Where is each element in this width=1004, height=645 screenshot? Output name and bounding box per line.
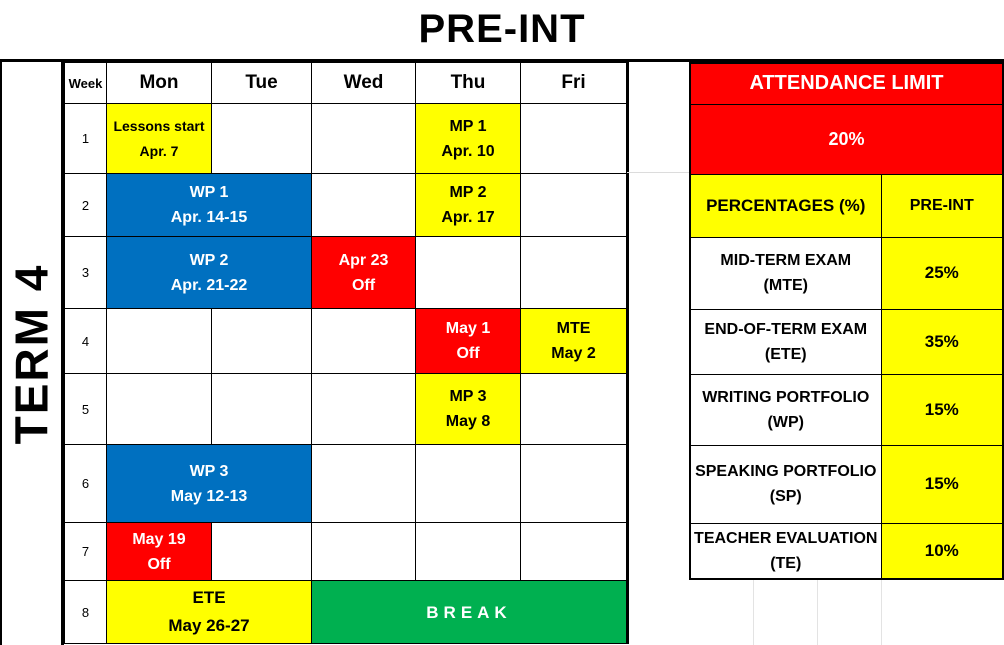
component-te[interactable]: TEACHER EVALUATION (TE) <box>690 523 881 579</box>
weight-mte[interactable]: 25% <box>881 237 1003 309</box>
event-wp1[interactable]: WP 1 Apr. 14-15 <box>107 174 312 237</box>
weight-sp[interactable]: 15% <box>881 445 1003 523</box>
term-label: TERM 4 <box>5 263 58 444</box>
empty-cell[interactable] <box>312 374 416 445</box>
level-header[interactable]: PRE-INT <box>881 174 1003 237</box>
empty-cell[interactable] <box>521 445 628 523</box>
term-label-cell[interactable] <box>0 62 64 645</box>
week-number[interactable]: 3 <box>65 237 107 309</box>
event-mp3[interactable]: MP 3 May 8 <box>416 374 521 445</box>
event-mp1[interactable]: MP 1 Apr. 10 <box>416 104 521 174</box>
day-header-thu[interactable]: Thu <box>416 63 521 104</box>
day-header-mon[interactable]: Mon <box>107 63 212 104</box>
calendar-header-row <box>65 63 628 104</box>
event-ete[interactable]: ETE May 26-27 <box>107 581 312 644</box>
empty-cell[interactable] <box>416 445 521 523</box>
empty-cell[interactable] <box>312 174 416 237</box>
empty-cell[interactable] <box>212 523 312 581</box>
week-number[interactable]: 2 <box>65 174 107 237</box>
week-number[interactable]: 4 <box>65 309 107 374</box>
attendance-limit-label[interactable]: ATTENDANCE LIMIT <box>690 63 1003 104</box>
event-break[interactable]: BREAK <box>312 581 628 644</box>
week-number[interactable]: 7 <box>65 523 107 581</box>
event-mte[interactable]: MTE May 2 <box>521 309 628 374</box>
week-row <box>65 237 628 309</box>
empty-cell[interactable] <box>312 104 416 174</box>
empty-cell[interactable] <box>521 523 628 581</box>
empty-cell[interactable] <box>521 174 628 237</box>
day-header-wed[interactable]: Wed <box>312 63 416 104</box>
empty-cell[interactable] <box>521 237 628 309</box>
empty-cell[interactable] <box>212 309 312 374</box>
week-row <box>65 104 628 174</box>
week-row <box>65 445 628 523</box>
component-sp[interactable]: SPEAKING PORTFOLIO (SP) <box>690 445 881 523</box>
weight-ete[interactable]: 35% <box>881 309 1003 374</box>
component-wp[interactable]: WRITING PORTFOLIO (WP) <box>690 374 881 445</box>
event-lessons-start[interactable]: Lessons start Apr. 7 <box>107 104 212 174</box>
event-may1-off[interactable]: May 1 Off <box>416 309 521 374</box>
week-row <box>65 523 628 581</box>
grading-table <box>689 62 1004 580</box>
day-header-fri[interactable]: Fri <box>521 63 628 104</box>
empty-cell[interactable] <box>312 523 416 581</box>
event-apr23-off[interactable]: Apr 23 Off <box>312 237 416 309</box>
attendance-limit-value[interactable]: 20% <box>690 104 1003 174</box>
page-title[interactable]: PRE-INT <box>0 0 1004 62</box>
empty-cell[interactable] <box>521 104 628 174</box>
empty-cell[interactable] <box>312 445 416 523</box>
empty-cell[interactable] <box>521 374 628 445</box>
percentages-header[interactable]: PERCENTAGES (%) <box>690 174 881 237</box>
spacer-column <box>627 62 689 645</box>
week-row <box>65 374 628 445</box>
empty-cell[interactable] <box>107 374 212 445</box>
empty-cell[interactable] <box>416 237 521 309</box>
week-number[interactable]: 5 <box>65 374 107 445</box>
week-number[interactable]: 6 <box>65 445 107 523</box>
weight-te[interactable]: 10% <box>881 523 1003 579</box>
empty-cell[interactable] <box>212 104 312 174</box>
week-row <box>65 174 628 237</box>
week-header[interactable]: Week <box>65 63 107 104</box>
week-number[interactable]: 8 <box>65 581 107 644</box>
component-ete[interactable]: END-OF-TERM EXAM (ETE) <box>690 309 881 374</box>
event-wp2[interactable]: WP 2 Apr. 21-22 <box>107 237 312 309</box>
day-header-tue[interactable]: Tue <box>212 63 312 104</box>
empty-cell[interactable] <box>416 523 521 581</box>
empty-cell[interactable] <box>312 309 416 374</box>
event-wp3[interactable]: WP 3 May 12-13 <box>107 445 312 523</box>
empty-cell[interactable] <box>107 309 212 374</box>
event-mp2[interactable]: MP 2 Apr. 17 <box>416 174 521 237</box>
event-may19-off[interactable]: May 19 Off <box>107 523 212 581</box>
calendar-table <box>64 62 629 644</box>
week-row <box>65 309 628 374</box>
weight-wp[interactable]: 15% <box>881 374 1003 445</box>
week-row <box>65 581 628 644</box>
empty-cell[interactable] <box>212 374 312 445</box>
empty-gridlines <box>689 580 1004 645</box>
week-number[interactable]: 1 <box>65 104 107 174</box>
component-mte[interactable]: MID-TERM EXAM (MTE) <box>690 237 881 309</box>
